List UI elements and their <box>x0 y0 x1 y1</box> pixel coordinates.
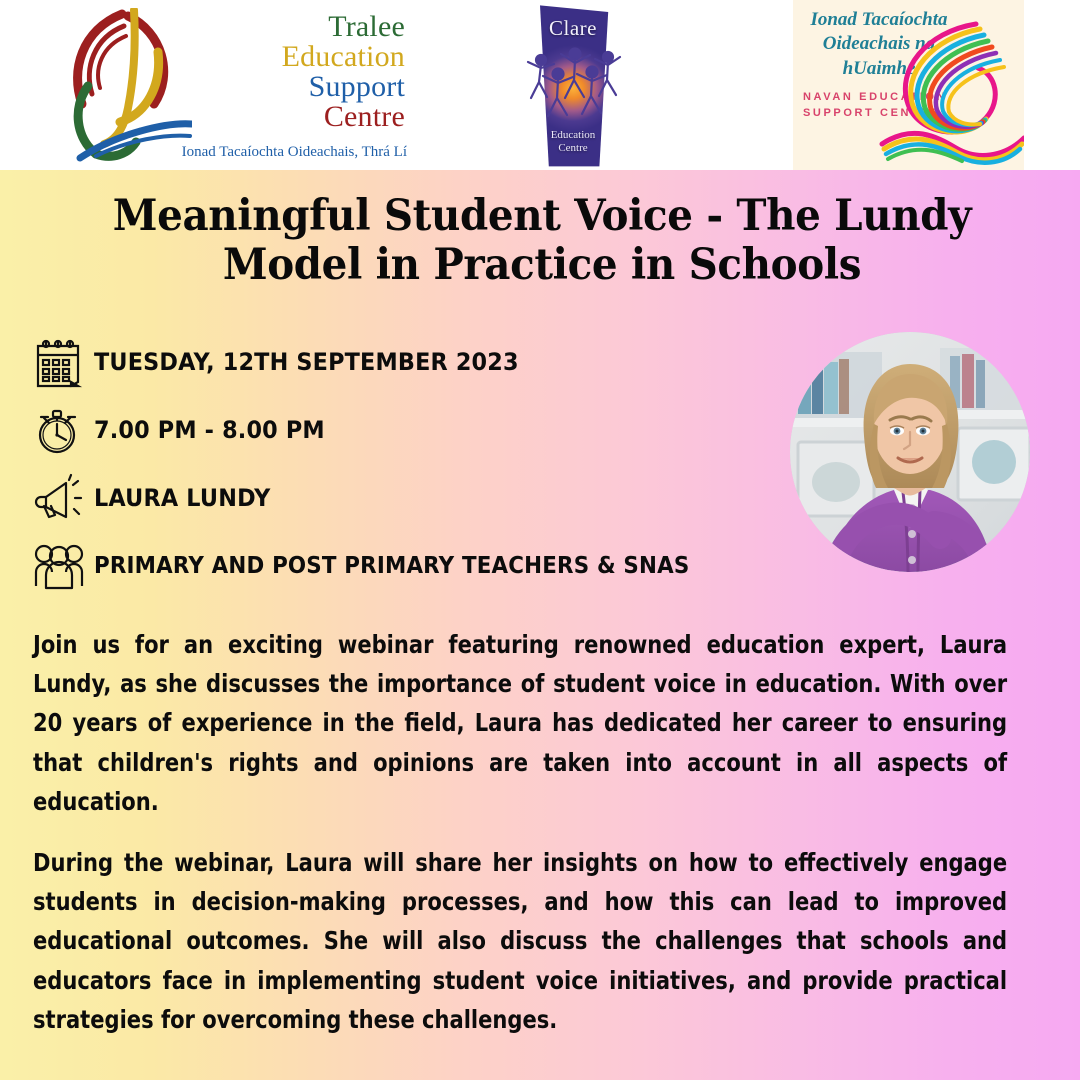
navan-sub-line-2: SUPPORT CENTRE <box>803 106 941 119</box>
detail-row-speaker <box>32 464 772 532</box>
speaker-portrait-photo <box>790 332 1030 572</box>
detail-text-audience: PRIMARY AND POST PRIMARY TEACHERS & SNAS <box>94 553 690 579</box>
clare-sub-line-2: Centre <box>558 142 588 155</box>
navan-gaelic-line-2: Oideachais na <box>822 33 936 55</box>
paragraph-1: Join us for an exciting webinar featuring renowned education expert, Laura Lundy, as she discusses the importance of student voice in education. With over 20 years of experience in the field, Laura has dedicated her career to ensuring that children's rights and opinions are taken into account in all aspects of education. <box>33 630 1008 816</box>
navan-gaelic-line-1: Ionad Tacaíochta <box>810 9 948 30</box>
detail-text-date: TUESDAY, 12TH SEPTEMBER 2023 <box>94 348 519 376</box>
clare-sub-line-1: Education <box>550 128 596 141</box>
navan-education-support-centre-logo <box>793 0 1024 170</box>
tralee-word-1: Tralee <box>328 10 405 43</box>
paragraph-2: During the webinar, Laura will share her insights on how to effectively engage students in decision-making processes, and how this can lead to improved educational outcomes. She will also discuss the challenges that schools and educators face in implementing student voice initiatives, and provide practical strategies for overcoming these challenges. <box>33 847 1008 1034</box>
clare-logo-title: Clare <box>549 16 597 40</box>
clare-education-centre-logo <box>518 2 628 168</box>
navan-sub-line-1: NAVAN EDUCATION <box>803 91 948 103</box>
detail-text-time: 7.00 PM - 8.00 PM <box>94 416 325 444</box>
tralee-gaelic-subtitle: Ionad Tacaíochta Oideachais, Thrá Lí <box>181 144 407 160</box>
detail-row-audience <box>32 532 772 600</box>
stopwatch-icon <box>32 401 94 459</box>
detail-row-date <box>32 328 772 396</box>
tralee-word-2: Education <box>281 40 405 73</box>
event-details-list <box>32 328 772 600</box>
tralee-word-3: Support <box>308 70 405 103</box>
people-group-icon <box>32 537 94 595</box>
detail-text-speaker: LAURA LUNDY <box>94 484 271 512</box>
page-title: Meaningful Student Voice - The Lundy Model in Practice in Schools <box>112 191 972 291</box>
tralee-education-support-centre-logo <box>62 8 407 166</box>
detail-row-time <box>32 396 772 464</box>
description-paragraphs <box>33 625 1053 1039</box>
calendar-icon <box>32 333 94 391</box>
speaker-portrait-illustration <box>790 332 1030 572</box>
poster-body <box>0 170 1080 1080</box>
tralee-logo-wordmark <box>190 12 405 132</box>
navan-gaelic-line-3: hUaimhe <box>842 57 916 79</box>
tralee-word-4: Centre <box>323 100 405 133</box>
logo-header-band <box>0 0 1080 170</box>
navan-rainbow-swirl-icon <box>878 18 1024 166</box>
tralee-swirl-mark <box>62 8 192 163</box>
megaphone-icon <box>32 469 94 527</box>
clare-logo-subtitle <box>518 129 628 157</box>
